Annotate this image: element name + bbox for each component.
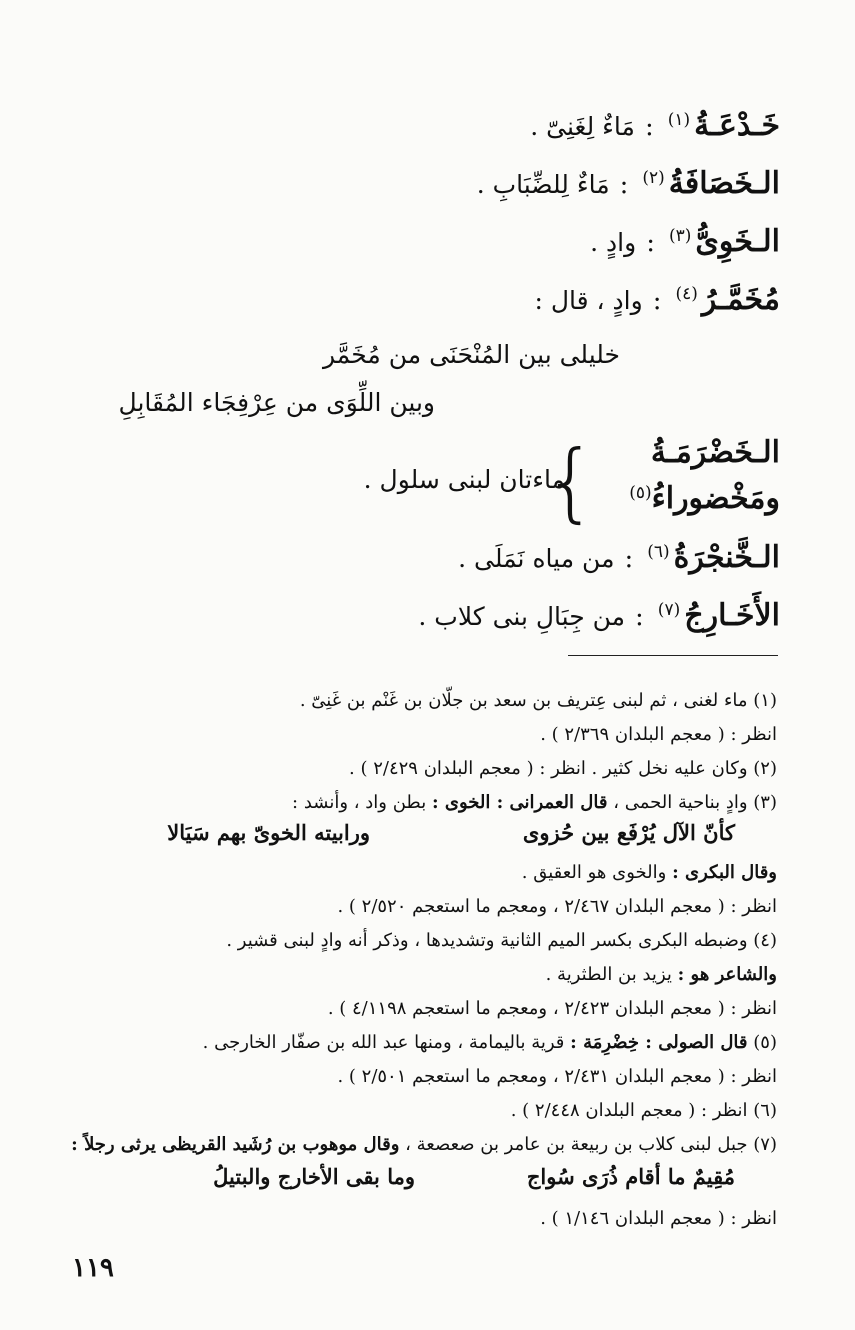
entry-term: الـخَّنجْرَةُ bbox=[673, 540, 780, 575]
entry-term: الـخَصَافَةُ bbox=[668, 166, 780, 201]
entry-term-with-note bbox=[600, 481, 780, 527]
entry-description: مَاءٌ لِلضِّبَابِ . bbox=[476, 170, 610, 199]
footnote-4-poet bbox=[40, 962, 777, 988]
entry-colon: : bbox=[646, 228, 655, 258]
braced-entry bbox=[280, 432, 780, 532]
entry-colon: : bbox=[652, 286, 662, 316]
entry-description: وادٍ ، قال : bbox=[534, 286, 643, 315]
entry-mukhammar bbox=[40, 282, 780, 332]
entry-term: مُخَمَّـرُ bbox=[701, 282, 780, 317]
footnote-5 bbox=[40, 1030, 777, 1056]
footnote-4-ref: انظر : ( معجم البلدان ٢/٤٢٣ ، ومعجم ما استعجم ٤/١١٩٨ ) . bbox=[327, 998, 777, 1019]
entry-term: خَـدْعَـةُ bbox=[694, 108, 780, 143]
footnote-text: (٧) جبل لبنى كلاب بن ربيعة بن عامر بن صعصعة ، bbox=[405, 1134, 777, 1155]
curly-brace: } bbox=[543, 432, 598, 532]
entry-term: الـخَضْرَمَـةُ bbox=[650, 435, 780, 470]
footnote-separator bbox=[568, 655, 778, 656]
footnote-3-ref: انظر : ( معجم البلدان ٢/٤٦٧ ، ومعجم ما استعجم ٢/٥٢٠ ) . bbox=[337, 896, 777, 917]
entry-khawi bbox=[40, 224, 780, 274]
footnote-1-ref: انظر : ( معجم البلدان ٢/٣٦٩ ) . bbox=[540, 724, 777, 745]
entry-colon: : bbox=[644, 112, 654, 142]
footnote-ref: (٦) bbox=[647, 542, 670, 562]
footnote-text: بطن واد ، وأنشد : bbox=[292, 792, 427, 813]
entry-khasafa bbox=[40, 166, 780, 216]
footnote-text: قرية باليمامة ، ومنها عبد الله بن صفّار الخارجى . bbox=[202, 1032, 565, 1053]
entry-term: الـخَوِىُّ bbox=[695, 224, 780, 259]
entry-description: من مياه نَمَلَى . bbox=[458, 544, 615, 573]
footnote-5-ref: انظر : ( معجم البلدان ٢/٤٣١ ، ومعجم ما استعجم ٢/٥٠١ ) . bbox=[337, 1066, 777, 1087]
footnote-ref: (٥) bbox=[629, 483, 652, 503]
footnote-3-continued bbox=[40, 860, 777, 886]
entry-colon: : bbox=[624, 544, 634, 574]
verse-line-2: وبين اللِّوَى من عِرْفِجَاء المُقَابِلِ bbox=[118, 388, 435, 417]
footnote-text: (٣) وادٍ بناحية الحمى ، bbox=[613, 792, 777, 813]
verse-line-1: خليلى بين المُنْحَنَى من مُخَمَّر bbox=[323, 340, 620, 369]
footnote-text: والخوى هو العقيق . bbox=[521, 862, 667, 883]
footnote-bold-text: قال العمرانى : الخوى : bbox=[431, 792, 608, 813]
entry-term: الأَخَـارِجُ bbox=[684, 598, 780, 633]
entry-colon: : bbox=[635, 602, 644, 632]
footnote-ref: (١) bbox=[667, 110, 691, 130]
footnote-ref: (٤) bbox=[675, 284, 698, 304]
entry-term: ومَخْضوراءُ bbox=[651, 481, 780, 516]
footnote-3-verse-left: ورابيته الخوىّ بهم سَيَالا bbox=[167, 820, 370, 845]
footnote-7 bbox=[40, 1132, 777, 1158]
footnote-ref: (٢) bbox=[642, 168, 665, 188]
footnote-3 bbox=[40, 790, 777, 816]
footnote-text: يزيد بن الطثرية . bbox=[545, 964, 672, 985]
footnote-ref: (٣) bbox=[668, 226, 692, 246]
footnote-4: (٤) وضبطه البكرى بكسر الميم الثانية وتشديدها ، وذكر أنه وادٍ لبنى قشير . bbox=[226, 930, 777, 951]
footnote-bold-text: قال الصولى : خِضْرِمَة : bbox=[570, 1032, 748, 1053]
footnote-3-verse-right: كأنّ الآل يُرْفَع بين حُزوى bbox=[522, 820, 735, 845]
footnote-7-verse-left: وما بقى الأخارج والبتيلُ bbox=[213, 1164, 415, 1189]
footnote-7-ref: انظر : ( معجم البلدان ١/١٤٦ ) . bbox=[540, 1208, 777, 1229]
entry-khanjara bbox=[40, 540, 780, 590]
entry-description: وادٍ . bbox=[590, 228, 637, 257]
footnote-bold-text: وقال البكرى : bbox=[672, 862, 777, 883]
footnote-bold-text: والشاعر هو : bbox=[677, 964, 777, 985]
braced-terms bbox=[600, 435, 780, 527]
footnote-text: (٥) bbox=[753, 1032, 777, 1053]
page-number: ١١٩ bbox=[72, 1253, 114, 1283]
footnote-ref: (٧) bbox=[657, 600, 681, 620]
footnote-6: (٦) انظر : ( معجم البلدان ٢/٤٤٨ ) . bbox=[510, 1100, 777, 1121]
entry-khadaa bbox=[40, 108, 780, 158]
footnote-2: (٢) وكان عليه نخل كثير . انظر : ( معجم البلدان ٢/٤٢٩ ) . bbox=[349, 758, 777, 779]
footnote-1: (١) ماء لغنى ، ثم لبنى عِتريف بن سعد بن جلّان بن غَنْم بن غَنِىّ . bbox=[299, 690, 777, 711]
entry-description: ماءتان لبنى سلول . bbox=[363, 465, 565, 494]
entry-colon: : bbox=[619, 170, 629, 200]
entry-akharij bbox=[40, 598, 780, 648]
entry-description: من جِبَالِ بنى كلاب . bbox=[418, 602, 626, 631]
footnote-7-verse-right: مُقِيمٌ ما أقام ذُرَى سُواج bbox=[526, 1164, 735, 1189]
entry-description: مَاءٌ لِغَنِىّ . bbox=[530, 112, 635, 141]
footnote-bold-text: وقال موهوب بن رُشَيد القريظى يرثى رجلاً : bbox=[71, 1134, 400, 1155]
